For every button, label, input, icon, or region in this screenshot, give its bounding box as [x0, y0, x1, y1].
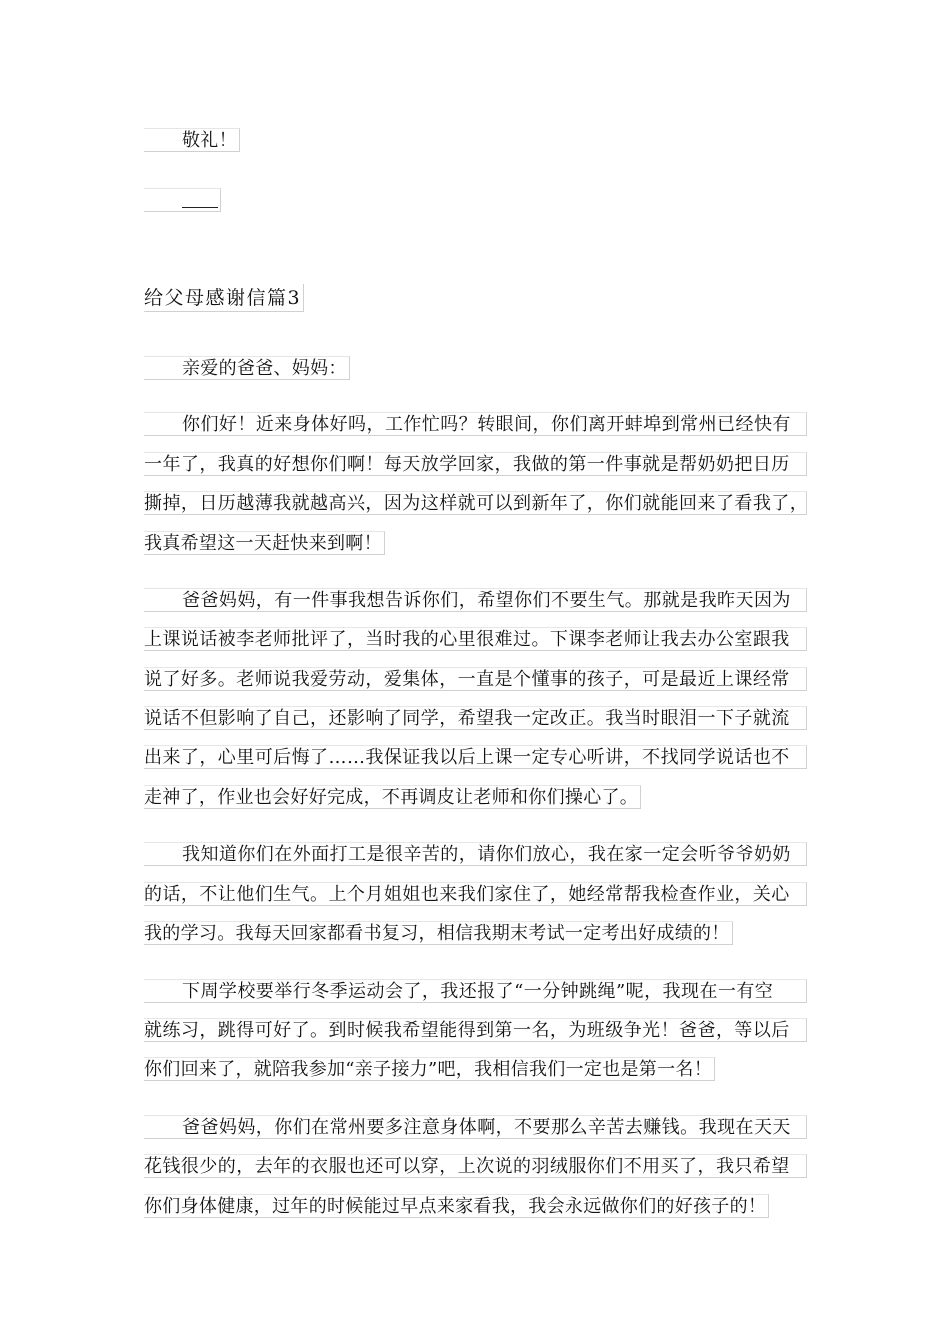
paragraph-line: 下周学校要举行冬季运动会了，我还报了“一分钟跳绳”呢，我现在一有空	[144, 979, 807, 1003]
paragraph-line: 的话，不让他们生气。上个月姐姐也来我们家住了，她经常帮我检查作业，关心	[144, 882, 807, 906]
paragraph-line: 出来了，心里可后悔了……我保证我以后上课一定专心听讲，不找同学说话也不	[144, 745, 807, 769]
paragraph-line: 就练习，跳得可好了。到时候我希望能得到第一名，为班级争光！爸爸，等以后	[144, 1018, 807, 1042]
paragraph-line: 撕掉，日历越薄我就越高兴，因为这样就可以到新年了，你们就能回来了看我了，	[144, 493, 809, 514]
signature-blank	[182, 207, 218, 208]
section-title: 给父母感谢信篇3	[144, 284, 304, 312]
paragraph-line: 你们好！近来身体好吗，工作忙吗？转眼间，你们离开蚌埠到常州已经快有	[144, 412, 807, 436]
paragraph-line: 说了好多。老师说我爱劳动，爱集体，一直是个懂事的孩子，可是最近上课经常	[144, 667, 807, 691]
paragraph-line: 上课说话被李老师批评了，当时我的心里很难过。下课李老师让我去办公室跟我	[144, 627, 807, 651]
paragraph-line: 我真希望这一天赶快来到啊！	[144, 531, 385, 555]
salutation: 亲爱的爸爸、妈妈：	[144, 356, 350, 380]
paragraph-line: 一年了，我真的好想你们啊！每天放学回家，我做的第一件事就是帮奶奶把日历	[144, 452, 807, 476]
paragraph-line: 我的学习。我每天回家都看书复习，相信我期末考试一定考出好成绩的！	[144, 921, 733, 945]
paragraph-line: 你们身体健康，过年的时候能过早点来家看我，我会永远做你们的好孩子的！	[144, 1194, 769, 1218]
paragraph-line: 我知道你们在外面打工是很辛苦的，请你们放心，我在家一定会听爷爷奶奶	[144, 842, 807, 866]
paragraph-line: 爸爸妈妈，你们在常州要多注意身体啊，不要那么辛苦去赚钱。我现在天天	[144, 1115, 807, 1139]
signature-line	[144, 188, 221, 212]
paragraph-line: 你们回来了，就陪我参加“亲子接力”吧，我相信我们一定也是第一名！	[144, 1057, 715, 1081]
paragraph-line: 爸爸妈妈，有一件事我想告诉你们，希望你们不要生气。那就是我昨天因为	[144, 588, 807, 612]
paragraph-line: 走神了，作业也会好好完成，不再调皮让老师和你们操心了。	[144, 785, 641, 809]
paragraph-line: 说话不但影响了自己，还影响了同学，希望我一定改正。我当时眼泪一下子就流	[144, 706, 807, 730]
closing-salute: 敬礼！	[144, 128, 240, 152]
paragraph-line: 花钱很少的，去年的衣服也还可以穿，上次说的羽绒服你们不用买了，我只希望	[144, 1154, 807, 1178]
